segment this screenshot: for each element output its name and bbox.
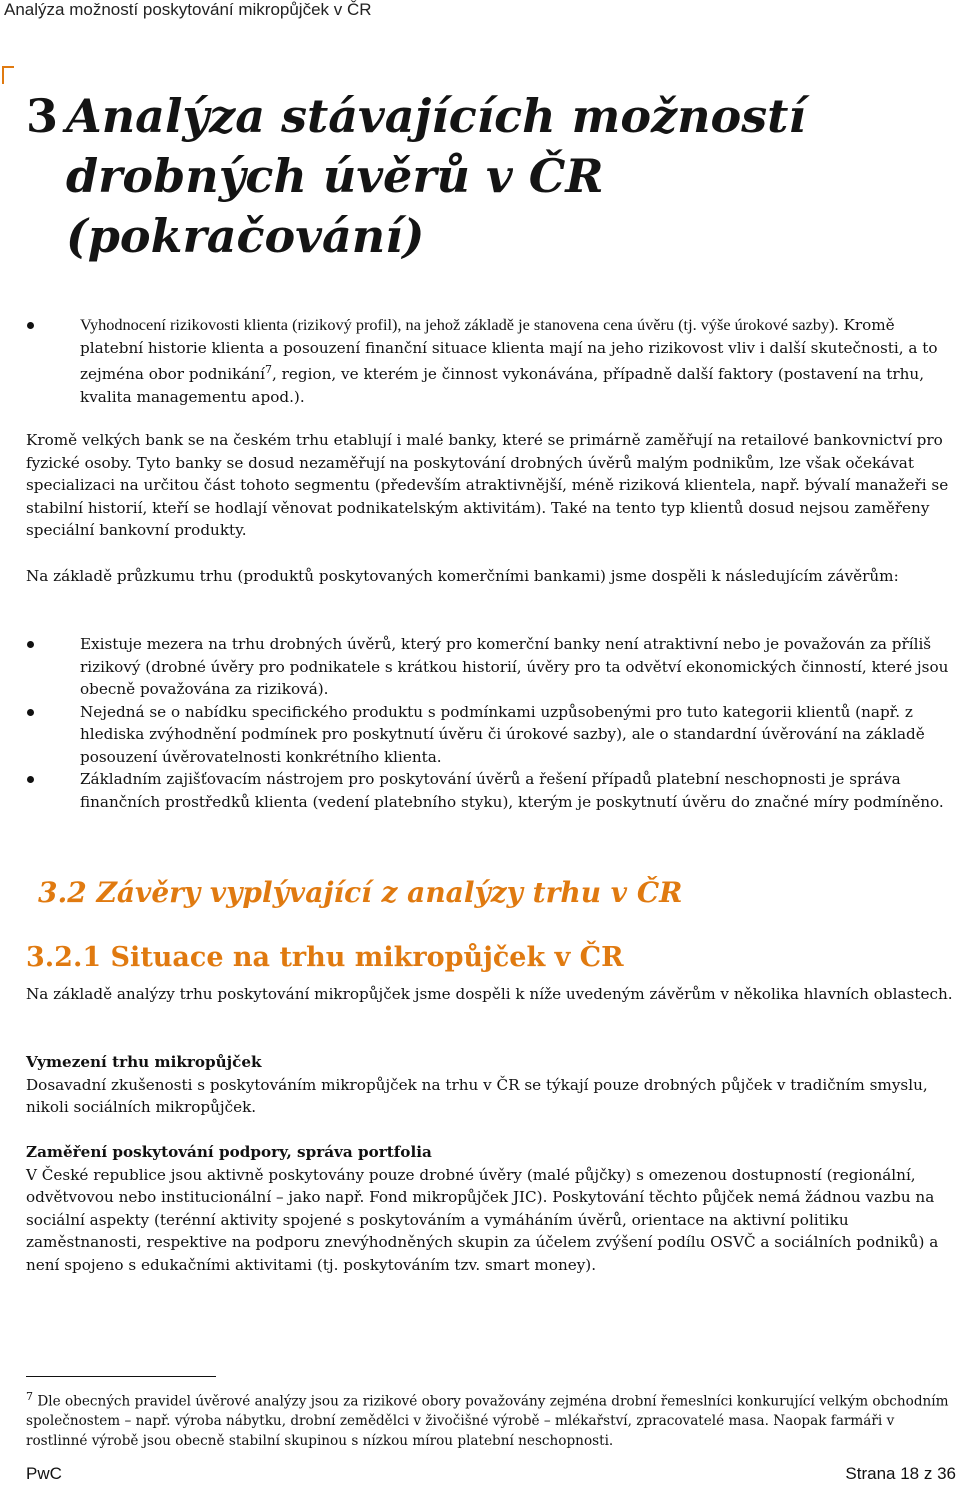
survey-paragraph: Na základě průzkumu trhu (produktů poskytovaných komerčními bankami) jsme dospěli k následujícím závěrům: [26,567,899,585]
page-number: Strana 18 z 36 [845,1464,956,1483]
chapter-title-line-1: Analýza stávajících možností [66,89,806,143]
focus-block [26,1141,954,1276]
footnote-number: 7 [26,1390,33,1403]
footnote [26,1387,954,1451]
chapter-title-line-2: drobných úvěrů v ČR [66,149,604,203]
subsection-intro: Na základě analýzy trhu poskytování mikropůjček jsme dospěli k níže uvedeným závěrům v několika hlavních oblastech. [26,985,953,1003]
chapter-number: 3 [26,89,59,143]
footnote-divider [26,1376,216,1377]
bullet-text: Kromě platební historie klienta a posouzení finanční situace klienta mají na jeho rizikovost vliv i další skutečnosti, a to zejména obor podnikání [80,316,938,384]
chapter-title-line-3: (pokračování) [66,209,425,263]
subsection-title: 3.2.1 Situace na trhu mikropůjček v ČR [26,942,624,973]
market-text: Dosavadní zkušenosti s poskytováním mikropůjček na trhu v ČR se týkají pouze drobných půjček v tradičním smyslu, nikoli sociálních mikropůjček. [26,1075,928,1116]
page-footer [26,1464,956,1484]
banks-paragraph-block [26,429,954,542]
corner-mark [2,66,14,84]
intro-bullet-block [26,314,954,408]
subsection-intro-block [26,983,954,1006]
market-block [26,1051,954,1119]
chapter-title [26,86,946,266]
focus-text: V České republice jsou aktivně poskytovány pouze drobné úvěry (malé půjčky) s omezenou dostupností (regionální, odvětvovou nebo institucionální – jako např. Fond mikropůjček JIC). Poskytování těchto půjček nemá žádnou vazbu na sociální aspekty (terénní aktivity spojené s poskytováním a vymáháním úvěrů, orientace na aktivní politiku zaměstnanosti, respektive na podporu znevýhodněných skupin za účelem zvýšení podílu OSVČ a sociálních podniků) a není spojeno s edukačními aktivitami (tj. poskytováním tzv. smart money). [26,1165,939,1274]
bullet-lead: Vyhodnocení rizikovosti klienta (rizikový profil), na jehož základě je stanovena cena úvěru (tj. výše úrokové sazby). [80,315,839,334]
list-item: Existuje mezera na trhu drobných úvěrů, který pro komerční banky není atraktivní nebo je považován za příliš rizikový (drobné úvěry pro podnikatele s krátkou historií, úvěry pro ta odvětví ekonomických činností, které jsou obecně považována za riziková). [26,633,954,701]
list-item: Nejedná se o nabídku specifického produktu s podmínkami uzpůsobenými pro tuto kategorii klientů (např. z hlediska zvýhodnění podmínek pro poskytnutí úvěru či úrokové sazby), ale o standardní úvěrování na základě posouzení úvěrovatelnosti konkrétního klienta. [26,701,954,769]
banks-paragraph: Kromě velkých bank se na českém trhu etablují i malé banky, které se primárně zaměřují na retailové bankovnictví pro fyzické osoby. Tyto banky se dosud nezaměřují na poskytování drobných úvěrů malým podnikům, lze však očekávat specializaci na určitou část tohoto segmentu (především atraktivnější, méně riziková klientela, např. bývalí manažeři se stabilní historií, kteří se hodlají věnovat podnikatelským aktivitám). Také na tento typ klientů dosud nejsou zaměřeny speciální bankovní produkty. [26,431,949,539]
footnote-ref: 7 [264,363,272,376]
conclusions-list-block [26,633,954,813]
footer-brand: PwC [26,1464,62,1483]
market-heading: Vymezení trhu mikropůjček [26,1053,262,1071]
focus-heading: Zaměření poskytování podpory, správa portfolia [26,1143,432,1161]
section-title: 3.2 Závěry vyplývající z analýzy trhu v ČR [38,876,683,909]
running-header: Analýza možností poskytování mikropůjček v ČR [4,0,372,19]
footnote-text: Dle obecných pravidel úvěrové analýzy jsou za rizikové obory považovány zejména drobní řemeslníci konkurující velkým obchodním společnostem – např. výroba nábytku, drobní zemědělci v živočišné výrobě – mlékařství, zpracovatelé masa. Naopak farmáři v rostlinné výrobě jsou obecně stabilní skupinou s nízkou mírou platební neschopnosti. [26,1393,949,1449]
bullet-text-cont: , region, ve kterém je činnost vykonávána, případně další faktory (postavení na trhu, kvalita managementu apod.). [80,365,925,406]
survey-paragraph-block [26,565,954,588]
list-item: Základním zajišťovacím nástrojem pro poskytování úvěrů a řešení případů platební neschopnosti je správa finančních prostředků klienta (vedení platebního styku), kterým je poskytnutí úvěru do značné míry podmíněno. [26,768,954,813]
list-item [26,314,954,408]
